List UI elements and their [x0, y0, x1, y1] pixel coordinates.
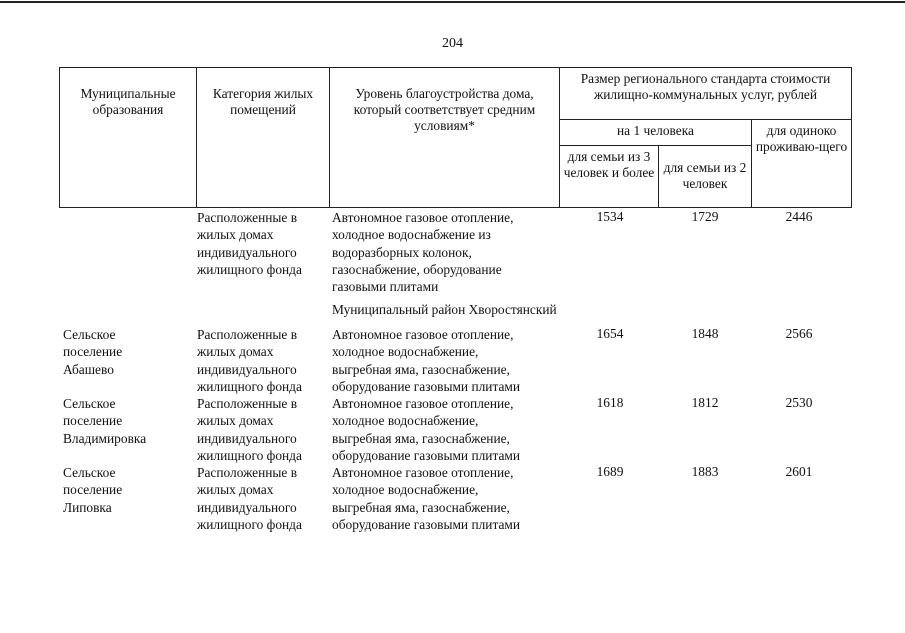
municipality-cell: Сельское поселение Абашево	[63, 327, 123, 377]
single-value: 2601	[785, 464, 813, 479]
header-family3: для семьи из 3 человек и более	[560, 146, 659, 208]
district-heading: Муниципальный район Хворостянский	[332, 302, 557, 317]
municipality-cell: Сельское поселение Липовка	[63, 465, 123, 515]
municipality-cell: Сельское поселение Владимировка	[63, 396, 147, 446]
header-per-person: на 1 человека	[560, 120, 752, 146]
header-single: для одиноко проживаю-щего	[752, 120, 852, 208]
header-category: Категория жилых помещений	[197, 68, 330, 208]
header-municipality: Муниципальные образования	[60, 68, 197, 208]
level-cell: Автономное газовое отопление, холодное водоснабжение из водоразборных колонок, газоснабжение, оборудование газовыми плитами	[332, 210, 514, 295]
level-cell: Автономное газовое отопление, холодное водоснабжение, выгребная яма, газоснабжение, оборудование газовыми плитами	[332, 396, 521, 463]
family3-value: 1654	[596, 326, 624, 341]
family2-value: 1848	[691, 326, 719, 341]
family3-value: 1618	[596, 395, 624, 410]
single-value: 2446	[785, 209, 813, 224]
family2-value: 1812	[691, 395, 719, 410]
page-number: 204	[442, 36, 463, 51]
category-cell: Расположенные в жилых домах индивидуального жилищного фонда	[197, 210, 302, 277]
family2-value: 1729	[691, 209, 719, 224]
family3-value: 1534	[596, 209, 624, 224]
category-cell: Расположенные в жилых домах индивидуального жилищного фонда	[197, 396, 302, 463]
category-cell: Расположенные в жилых домах индивидуального жилищного фонда	[197, 465, 302, 532]
single-value: 2566	[785, 326, 813, 341]
category-cell: Расположенные в жилых домах индивидуального жилищного фонда	[197, 327, 302, 394]
level-cell: Автономное газовое отопление, холодное водоснабжение, выгребная яма, газоснабжение, оборудование газовыми плитами	[332, 327, 521, 394]
family3-value: 1689	[596, 464, 624, 479]
family2-value: 1883	[691, 464, 719, 479]
level-cell: Автономное газовое отопление, холодное водоснабжение, выгребная яма, газоснабжение, оборудование газовыми плитами	[332, 465, 521, 532]
single-value: 2530	[785, 395, 813, 410]
table-header	[59, 67, 852, 208]
header-family2: для семьи из 2 человек	[659, 146, 752, 208]
header-level: Уровень благоустройства дома, который соответствует средним условиям*	[330, 68, 560, 208]
top-rule	[0, 1, 905, 3]
header-standard: Размер регионального стандарта стоимости жилищно-коммунальных услуг, рублей	[560, 68, 852, 120]
